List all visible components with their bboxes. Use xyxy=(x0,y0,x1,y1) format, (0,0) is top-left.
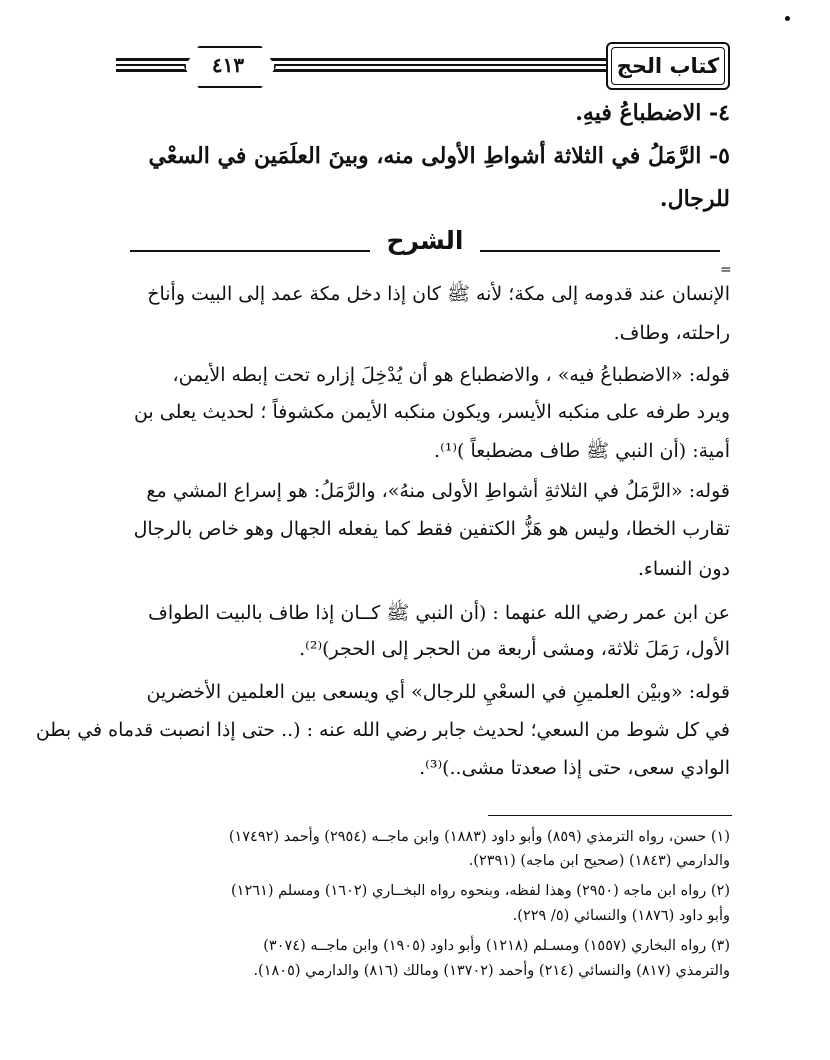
section-heading xyxy=(120,226,730,266)
footnote-line: والدارمي (١٨٤٣) (صحيح ابن ماجه) (٢٣٩١). xyxy=(468,853,730,869)
body-line: ويرد طرفه على منكبه الأيسر، ويكون منكبه الأيمن مكشوفاً ؛ لحديث يعلى بن xyxy=(133,401,730,423)
body-line: الأول، رَمَلَ ثلاثة، ومشى أربعة من الحجر إلى الحجر)⁽²⁾. xyxy=(299,638,730,660)
heading-rule-right xyxy=(480,250,720,252)
body-line: قوله: «الاضطباعُ فيه» ، والاضطباع هو أن يُدْخِلَ إزاره تحت إبطه الأيمن، xyxy=(172,364,730,386)
footnote-rule xyxy=(488,815,732,816)
section-title: الشرح xyxy=(386,226,464,255)
page-mark xyxy=(785,16,790,21)
body-line: الوادي سعى، حتى إذا صعدتا مشى..)⁽³⁾. xyxy=(419,757,730,779)
footnote-line: (٢) رواه ابن ماجه (٢٩٥٠) وهذا لفظه، وبنحوه رواه البخــاري (١٦٠٢) ومسلم (١٢٦١) xyxy=(231,883,730,899)
body-line: قوله: «وبيْن العلمينِ في السعْيِ للرجال» أي ويسعى بين العلمين الأخضرين xyxy=(146,681,730,703)
body-line: تقارب الخطا، وليس هو هَزُّ الكتفين فقط كما يفعله الجهال وهو خاص بالرجال xyxy=(133,518,730,540)
hyphen-mark: = xyxy=(720,262,732,278)
page-number: ٤١٣ xyxy=(211,53,245,77)
footnote-line: وأبو داود (١٨٧٦) والنسائي (٥/ ٢٢٩). xyxy=(512,908,730,924)
intro-line: ٥- الرَّمَلُ في الثلاثة أشواطِ الأولى منه، وبينَ العلَمَين في السعْي xyxy=(148,143,730,169)
body-line: عن ابن عمر رضي الله عنهما : (أن النبي ﷺ كــان إذا طاف بالبيت الطواف xyxy=(148,602,730,624)
body-line: قوله: «الرَّمَلُ في الثلاثةِ أشواطِ الأولى منهُ»، والرَّمَلُ: هو إسراع المشي مع xyxy=(146,480,730,502)
intro-line: للرجال. xyxy=(659,186,730,212)
heading-rule-left xyxy=(130,250,370,252)
footnote-line: (٣) رواه البخاري (١٥٥٧) ومسـلم (١٢١٨) وأبو داود (١٩٠٥) وابن ماجــه (٣٠٧٤) xyxy=(263,938,730,954)
footnote-line: والترمذي (٨١٧) والنسائي (٢١٤) وأحمد (١٣٧٠٢) ومالك (٨١٦) والدارمي (١٨٠٥). xyxy=(253,963,730,979)
body-line: في كل شوط من السعي؛ لحديث جابر رضي الله عنه : (.. حتى إذا انصبت قدماه في بطن xyxy=(35,719,730,741)
book-title: كتاب الحج xyxy=(616,54,720,78)
body-line: راحلته، وطاف. xyxy=(613,322,730,344)
intro-line: ٤- الاضطباعُ فيهِ. xyxy=(575,100,730,126)
body-line: دون النساء. xyxy=(637,558,730,580)
footnote-line: (١) حسن، رواه الترمذي (٨٥٩) وأبو داود (١٨٨٣) وابن ماجــه (٢٩٥٤) وأحمد (١٧٤٩٢) xyxy=(228,829,730,845)
book-title-box xyxy=(606,42,730,90)
body-line: أمية: (أن النبي ﷺ طاف مضطبعاً )⁽¹⁾. xyxy=(434,440,730,462)
body-line: الإنسان عند قدومه إلى مكة؛ لأنه ﷺ كان إذا دخل مكة عمد إلى البيت وأناخ xyxy=(147,283,730,305)
